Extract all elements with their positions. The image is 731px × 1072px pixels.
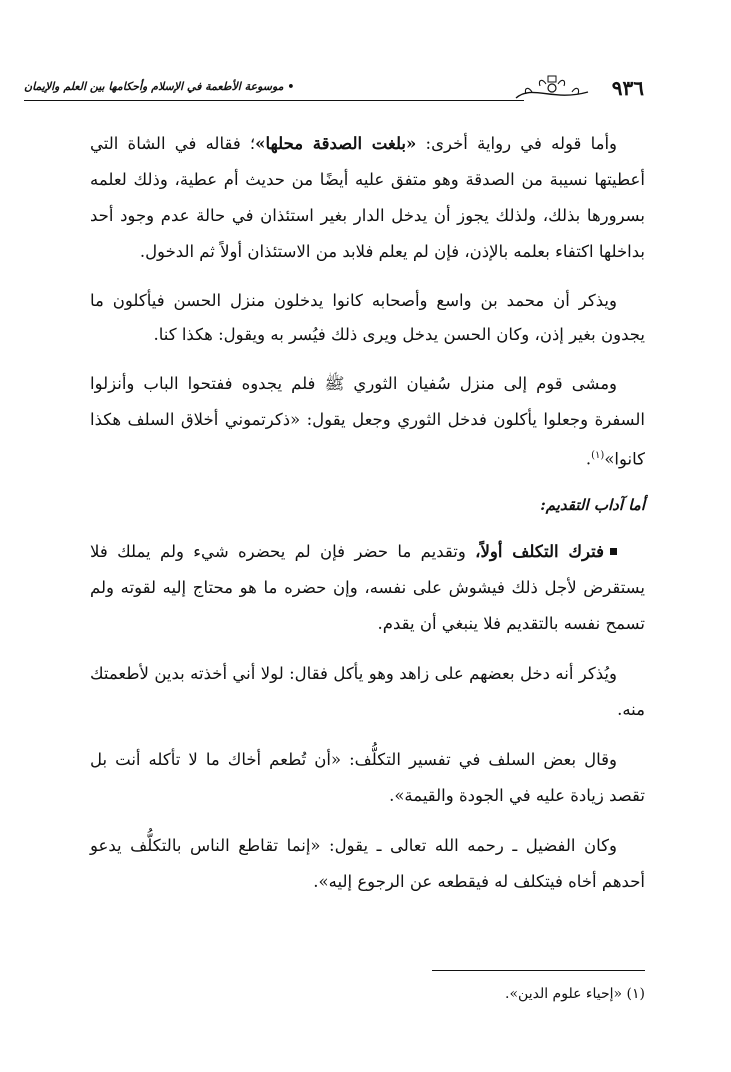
paragraph-end: . xyxy=(585,449,592,469)
main-text xyxy=(90,126,645,914)
paragraph-text: ومشى قوم إلى منزل سُفيان الثوري ﷺ فلم يجدوه ففتحوا الباب وأنزلوا السفرة وجعلوا يأكلون فدخل الثوري وجعل يقول: «ذكرتموني أخلاق السلف هكذا كانوا» xyxy=(90,374,645,469)
paragraph-text: ؛ فقاله في الشاة التي أعطيتها نسيبة من الصدقة وهو متفق عليه أيضًا من حديث أم عطية، وذلك لعلمه بسرورها بذلك، ولذلك يجوز أن يدخل الدار بغير استئذان في حالة عدم وجود أحد بداخلها اكتفاء بعلمه بالإذن، فإن لم يعلم فلابد من الاستئذان أولاً ثم الدخول. xyxy=(90,134,645,261)
footnote-rule xyxy=(432,970,645,971)
header-rule xyxy=(24,100,524,101)
bullet-icon xyxy=(610,548,617,555)
quote-bold: «بلغت الصدقة محلها» xyxy=(255,134,417,153)
paragraph-text: وتقديم ما حضر فإن لم يحضره شيء ولم يملك فلا يستقرض لأجل ذلك فيشوش على نفسه، وإن حضره ما هو محتاج إليه لقوته ولم تسمح نفسه بالتقديم فلا ينبغي أن يقدم. xyxy=(90,541,645,633)
floral-ornament-icon xyxy=(512,74,592,104)
paragraph: وكان الفضيل ـ رحمه الله تعالى ـ يقول: «إنما تقاطع الناس بالتكلُّف يدعو أحدهم أخاه فيتكلف له فيقطعه عن الرجوع إليه». xyxy=(90,835,645,891)
paragraph xyxy=(90,366,645,478)
paragraph: ويُذكر أنه دخل بعضهم على زاهد وهو يأكل فقال: لولا أني أخذته بدين لأطعمتك منه. xyxy=(90,663,645,719)
paragraph xyxy=(90,126,645,270)
bold-lead: فترك التكلف أولاً، xyxy=(475,541,604,561)
section-heading: أما آداب التقديم: xyxy=(540,495,645,514)
paragraph xyxy=(90,534,645,642)
running-title: • موسوعة الأطعمة في الإسلام وأحكامها بين العلم والإيمان xyxy=(24,80,295,93)
paragraph-text: وأما قوله في رواية أخرى: xyxy=(416,134,617,153)
paragraph: ويذكر أن محمد بن واسع وأصحابه كانوا يدخلون منزل الحسن فيأكلون ما يجدون بغير إذن، وكان الحسن يدخل ويرى ذلك فيُسر به ويقول: هكذا كنا. xyxy=(90,291,645,344)
footnote: (١) «إحياء علوم الدين». xyxy=(505,986,645,1002)
paragraph: وقال بعض السلف في تفسير التكلُّف: «أن تُطعم أخاك ما لا تأكله أنت بل تقصد زيادة عليه في الجودة والقيمة». xyxy=(90,749,645,805)
footnote-ref: (١) xyxy=(591,450,605,461)
page-header xyxy=(24,74,644,108)
page-number: ٩٣٦ xyxy=(611,76,644,100)
